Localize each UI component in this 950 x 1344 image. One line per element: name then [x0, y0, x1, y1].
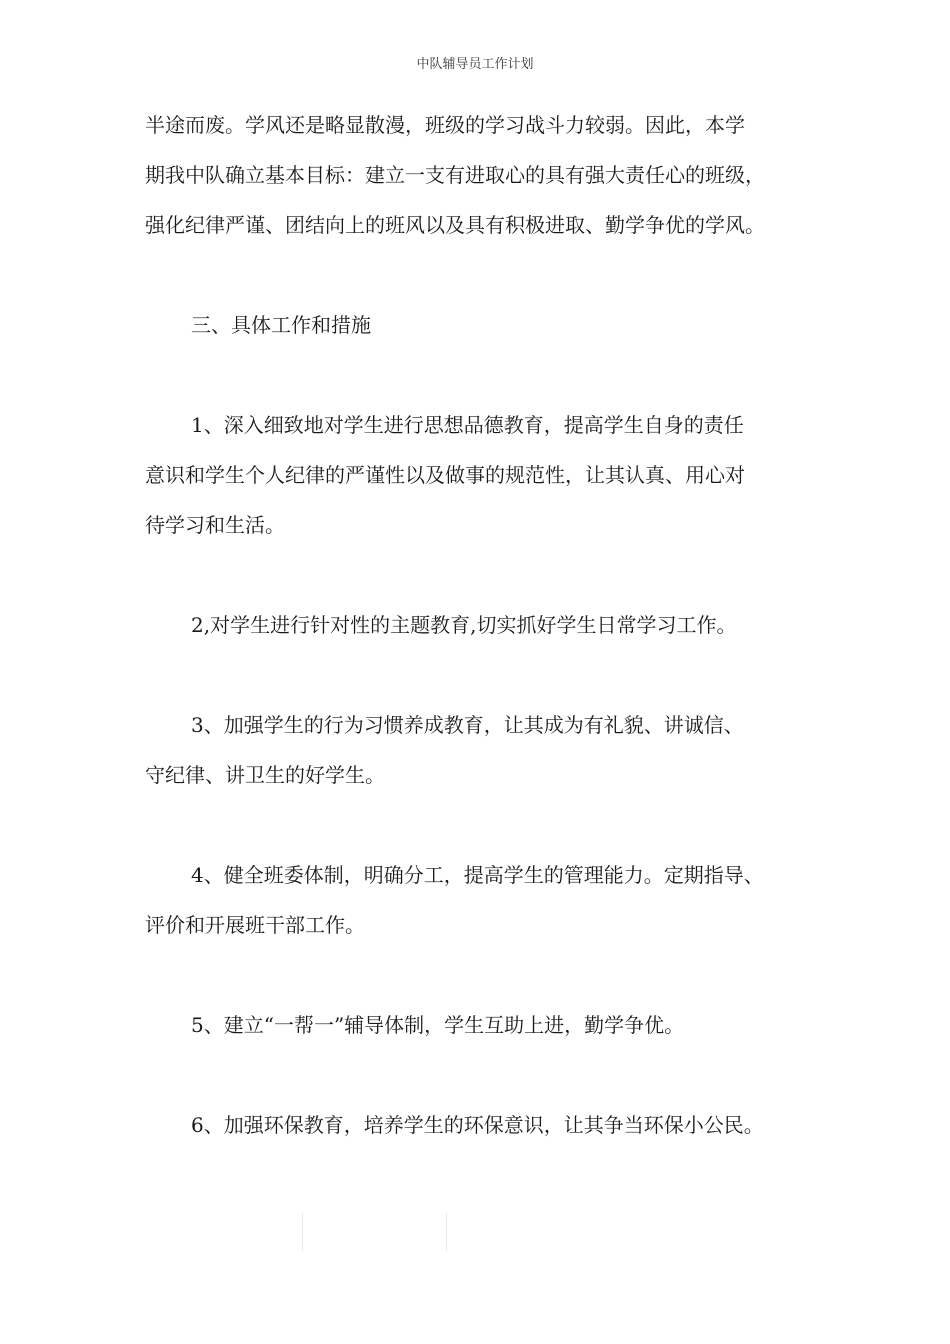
list-item-1 [145, 400, 825, 550]
list-item-5 [145, 1000, 825, 1050]
page-header: 中队辅导员工作计划 [416, 57, 534, 72]
list-item-6 [145, 1100, 825, 1150]
paragraph-gap [145, 550, 825, 600]
footer-divider-right [446, 1213, 447, 1251]
text-line: 意识和学生个人纪律的严谨性以及做事的规范性，让其认真、用心对 [145, 463, 745, 487]
text-line: 待学习和生活。 [145, 513, 285, 537]
paragraph-gap [145, 950, 825, 1000]
list-item-3 [145, 700, 825, 800]
paragraph-gap [145, 650, 825, 700]
text-line: 守纪律、讲卫生的好学生。 [145, 763, 385, 787]
document-body [145, 100, 825, 1150]
text-line: 评价和开展班干部工作。 [145, 913, 365, 937]
text-line: 5、建立“一帮一”辅导体制，学生互助上进，勤学争优。 [191, 1013, 685, 1037]
text-line: 4、健全班委体制，明确分工，提高学生的管理能力。定期指导、 [191, 863, 764, 887]
text-line: 1、深入细致地对学生进行思想品德教育，提高学生自身的责任 [191, 413, 744, 437]
section-heading: 三、具体工作和措施 [191, 313, 371, 337]
list-item-4 [145, 850, 825, 950]
text-line: 强化纪律严谨、团结向上的班风以及具有积极进取、勤学争优的学风。 [145, 213, 765, 237]
paragraph-gap [145, 250, 825, 300]
paragraph-gap [145, 1050, 825, 1100]
paragraph-gap [145, 350, 825, 400]
text-line: 半途而废。学风还是略显散漫，班级的学习战斗力较弱。因此，本学 [145, 113, 745, 137]
text-line: 期我中队确立基本目标：建立一支有进取心的具有强大责任心的班级， [145, 163, 765, 187]
text-line: 2,对学生进行针对性的主题教育,切实抓好学生日常学习工作。 [191, 613, 737, 637]
text-line: 3、加强学生的行为习惯养成教育，让其成为有礼貌、讲诚信、 [191, 713, 744, 737]
paragraph-continuation [145, 100, 825, 250]
paragraph-gap [145, 800, 825, 850]
list-item-2 [145, 600, 825, 650]
text-line: 6、加强环保教育，培养学生的环保意识，让其争当环保小公民。 [191, 1113, 764, 1137]
footer-divider-left [302, 1213, 303, 1251]
